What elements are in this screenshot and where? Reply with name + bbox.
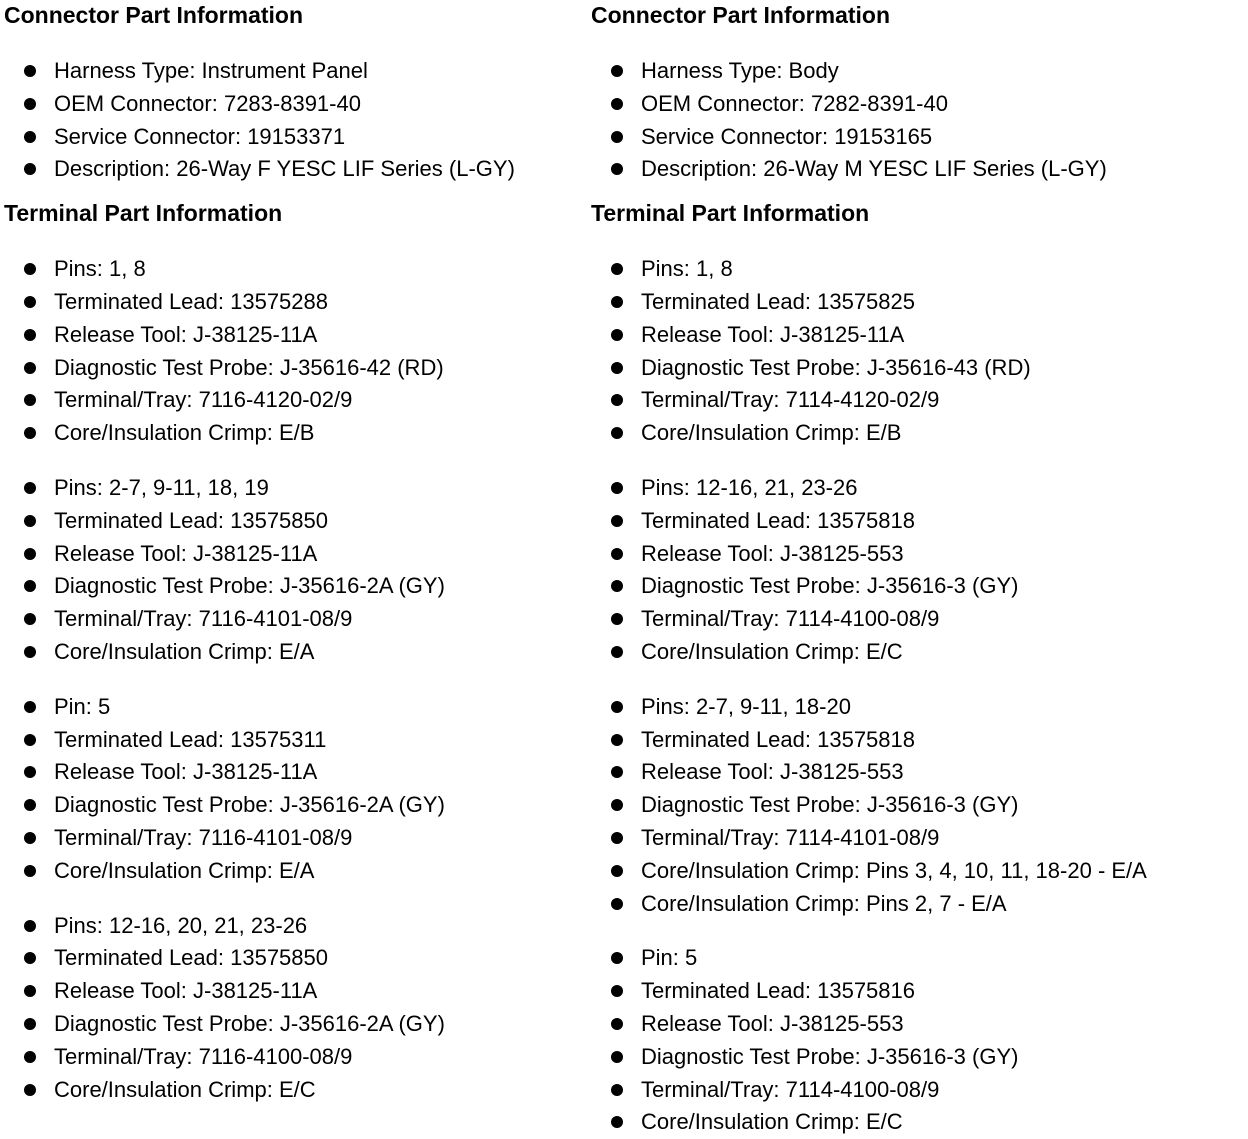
list-item: Release Tool: J-38125-553 <box>591 1008 1241 1041</box>
bullet-icon <box>24 613 36 625</box>
list-item: Terminated Lead: 13575850 <box>4 505 584 538</box>
bullet-icon <box>24 952 36 964</box>
list-item: Terminal/Tray: 7114-4100-08/9 <box>591 603 1241 636</box>
list-item: Core/Insulation Crimp: E/A <box>4 636 584 669</box>
bullet-icon <box>24 985 36 997</box>
bullet-icon <box>611 646 623 658</box>
bullet-icon <box>611 1084 623 1096</box>
terminal-group <box>591 253 1241 450</box>
bullet-icon <box>24 427 36 439</box>
bullet-icon <box>24 394 36 406</box>
list-item: Pins: 1, 8 <box>591 253 1241 286</box>
list-item: Pins: 12-16, 21, 23-26 <box>591 472 1241 505</box>
list-item: Description: 26-Way F YESC LIF Series (L-GY) <box>4 153 584 186</box>
list-item: Service Connector: 19153371 <box>4 121 584 154</box>
bullet-icon <box>611 701 623 713</box>
list-item: Terminated Lead: 13575818 <box>591 505 1241 538</box>
list-item: Terminal/Tray: 7114-4100-08/9 <box>591 1074 1241 1107</box>
bullet-icon <box>611 515 623 527</box>
list-item: Terminal/Tray: 7114-4120-02/9 <box>591 384 1241 417</box>
bullet-icon <box>611 362 623 374</box>
terminal-heading: Terminal Part Information <box>4 200 283 227</box>
list-item: Core/Insulation Crimp: E/B <box>4 417 584 450</box>
list-item: Pins: 2-7, 9-11, 18-20 <box>591 691 1241 724</box>
left-column <box>4 0 584 1106</box>
bullet-icon <box>611 799 623 811</box>
bullet-icon <box>611 482 623 494</box>
bullet-icon <box>611 65 623 77</box>
bullet-icon <box>611 548 623 560</box>
bullet-icon <box>611 1051 623 1063</box>
list-item: Terminated Lead: 13575288 <box>4 286 584 319</box>
list-item: Release Tool: J-38125-11A <box>4 319 584 352</box>
list-item: Service Connector: 19153165 <box>591 121 1241 154</box>
list-item: Release Tool: J-38125-11A <box>4 538 584 571</box>
bullet-icon <box>611 580 623 592</box>
bullet-icon <box>611 131 623 143</box>
terminal-group <box>4 472 584 669</box>
bullet-icon <box>24 646 36 658</box>
list-item: Terminated Lead: 13575818 <box>591 724 1241 757</box>
list-item: Description: 26-Way M YESC LIF Series (L-GY) <box>591 153 1241 186</box>
bullet-icon <box>24 296 36 308</box>
bullet-icon <box>24 482 36 494</box>
list-item: Diagnostic Test Probe: J-35616-2A (GY) <box>4 570 584 603</box>
bullet-icon <box>611 832 623 844</box>
connector-heading: Connector Part Information <box>4 2 304 28</box>
terminal-group <box>591 472 1241 669</box>
bullet-icon <box>24 920 36 932</box>
bullet-icon <box>24 98 36 110</box>
list-item: Terminated Lead: 13575816 <box>591 975 1241 1008</box>
list-item: Terminated Lead: 13575850 <box>4 942 584 975</box>
list-item: Core/Insulation Crimp: E/C <box>4 1074 584 1107</box>
bullet-icon <box>611 952 623 964</box>
terminal-group <box>4 691 584 888</box>
bullet-icon <box>24 766 36 778</box>
list-item: Core/Insulation Crimp: E/A <box>4 855 584 888</box>
bullet-icon <box>24 131 36 143</box>
list-item: Terminal/Tray: 7114-4101-08/9 <box>591 822 1241 855</box>
list-item: Terminated Lead: 13575311 <box>4 724 584 757</box>
bullet-icon <box>611 865 623 877</box>
list-item: Release Tool: J-38125-11A <box>591 319 1241 352</box>
bullet-icon <box>611 394 623 406</box>
connector-list <box>591 55 1241 186</box>
bullet-icon <box>24 362 36 374</box>
bullet-icon <box>611 613 623 625</box>
bullet-icon <box>24 548 36 560</box>
bullet-icon <box>24 329 36 341</box>
list-item: OEM Connector: 7282-8391-40 <box>591 88 1241 121</box>
list-item: Terminated Lead: 13575825 <box>591 286 1241 319</box>
list-item: Diagnostic Test Probe: J-35616-2A (GY) <box>4 789 584 822</box>
list-item: Terminal/Tray: 7116-4100-08/9 <box>4 1041 584 1074</box>
bullet-icon <box>611 427 623 439</box>
list-item: Diagnostic Test Probe: J-35616-43 (RD) <box>591 352 1241 385</box>
bullet-icon <box>611 329 623 341</box>
bullet-icon <box>24 1051 36 1063</box>
terminal-group <box>591 691 1241 921</box>
terminal-heading: Terminal Part Information <box>591 200 870 227</box>
list-item: Terminal/Tray: 7116-4120-02/9 <box>4 384 584 417</box>
bullet-icon <box>24 580 36 592</box>
bullet-icon <box>611 898 623 910</box>
bullet-icon <box>24 701 36 713</box>
list-item: Release Tool: J-38125-553 <box>591 538 1241 571</box>
list-item: Harness Type: Instrument Panel <box>4 55 584 88</box>
list-item: Diagnostic Test Probe: J-35616-3 (GY) <box>591 570 1241 603</box>
list-item: Core/Insulation Crimp: E/C <box>591 1106 1241 1139</box>
bullet-icon <box>24 263 36 275</box>
list-item: OEM Connector: 7283-8391-40 <box>4 88 584 121</box>
bullet-icon <box>611 1018 623 1030</box>
list-item: Terminal/Tray: 7116-4101-08/9 <box>4 603 584 636</box>
list-item: Pins: 2-7, 9-11, 18, 19 <box>4 472 584 505</box>
bullet-icon <box>611 766 623 778</box>
terminal-group <box>4 253 584 450</box>
bullet-icon <box>611 296 623 308</box>
list-item: Diagnostic Test Probe: J-35616-2A (GY) <box>4 1008 584 1041</box>
list-item: Pins: 12-16, 20, 21, 23-26 <box>4 910 584 943</box>
bullet-icon <box>24 832 36 844</box>
connector-heading: Connector Part Information <box>591 2 891 28</box>
bullet-icon <box>24 65 36 77</box>
bullet-icon <box>24 734 36 746</box>
list-item: Core/Insulation Crimp: Pins 2, 7 - E/A <box>591 888 1241 921</box>
connector-list <box>4 55 584 186</box>
list-item: Pin: 5 <box>4 691 584 724</box>
list-item: Diagnostic Test Probe: J-35616-3 (GY) <box>591 789 1241 822</box>
bullet-icon <box>611 163 623 175</box>
terminal-group <box>4 910 584 1107</box>
bullet-icon <box>24 515 36 527</box>
bullet-icon <box>611 1116 623 1128</box>
list-item: Release Tool: J-38125-11A <box>4 975 584 1008</box>
list-item: Pin: 5 <box>591 942 1241 975</box>
bullet-icon <box>611 985 623 997</box>
bullet-icon <box>24 799 36 811</box>
list-item: Core/Insulation Crimp: E/B <box>591 417 1241 450</box>
bullet-icon <box>611 98 623 110</box>
list-item: Diagnostic Test Probe: J-35616-3 (GY) <box>591 1041 1241 1074</box>
list-item: Core/Insulation Crimp: E/C <box>591 636 1241 669</box>
list-item: Core/Insulation Crimp: Pins 3, 4, 10, 11, 18-20 - E/A <box>591 855 1241 888</box>
terminal-group <box>591 942 1241 1139</box>
bullet-icon <box>24 1084 36 1096</box>
bullet-icon <box>24 163 36 175</box>
list-item: Release Tool: J-38125-11A <box>4 756 584 789</box>
bullet-icon <box>24 865 36 877</box>
right-column <box>591 0 1241 1139</box>
bullet-icon <box>24 1018 36 1030</box>
bullet-icon <box>611 734 623 746</box>
list-item: Pins: 1, 8 <box>4 253 584 286</box>
list-item: Terminal/Tray: 7116-4101-08/9 <box>4 822 584 855</box>
bullet-icon <box>611 263 623 275</box>
list-item: Release Tool: J-38125-553 <box>591 756 1241 789</box>
list-item: Diagnostic Test Probe: J-35616-42 (RD) <box>4 352 584 385</box>
list-item: Harness Type: Body <box>591 55 1241 88</box>
